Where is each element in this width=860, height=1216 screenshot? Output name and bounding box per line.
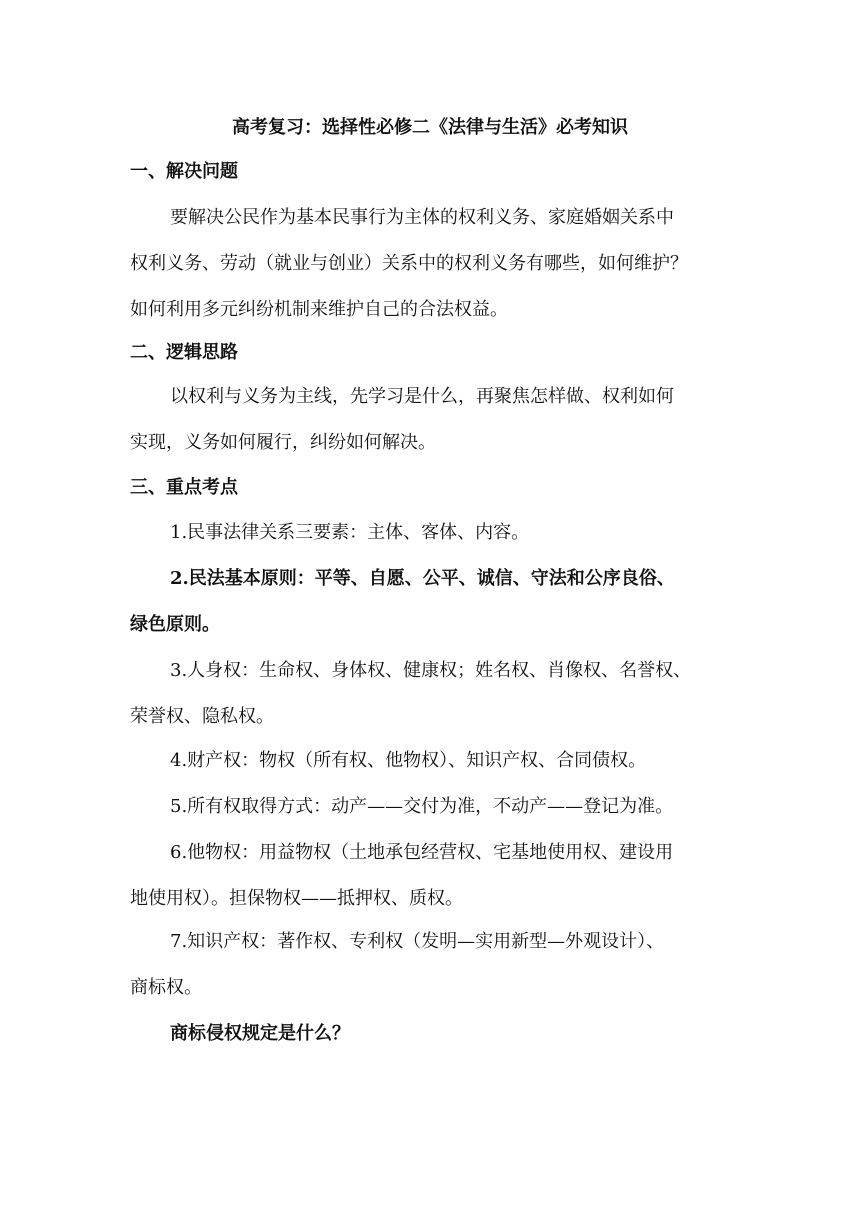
paragraph-line: 2.民法基本原则：平等、自愿、公平、诚信、守法和公序良俗、: [170, 568, 675, 589]
paragraph-line: 4.财产权：物权（所有权、他物权）、知识产权、合同债权。: [170, 750, 647, 771]
paragraph-line: 实现，义务如何履行，纠纷如何解决。: [130, 432, 436, 453]
paragraph-line: 权利义务、劳动（就业与创业）关系中的权利义务有哪些，如何维护？: [130, 253, 688, 274]
key-point-item-2: [130, 556, 730, 648]
paragraph-line: 3.人身权：生命权、身体权、健康权；姓名权、肖像权、名誉权、: [170, 660, 692, 681]
paragraph-line: 地使用权）。担保物权——抵押权、质权。: [130, 888, 463, 909]
paragraph-line: 商标权。: [130, 977, 202, 998]
paragraph-line: 7.知识产权：著作权、专利权（发明—实用新型—外观设计）、: [170, 931, 665, 952]
key-point-item-6: [130, 830, 730, 922]
key-point-item-1: [130, 510, 730, 556]
key-point-item-5: [130, 784, 730, 830]
paragraph-line: 要解决公民作为基本民事行为主体的权利义务、家庭婚姻关系中: [170, 207, 674, 228]
section-heading-logic: 二、逻辑思路: [130, 342, 238, 363]
section-heading-key-points: 三、重点考点: [130, 477, 238, 498]
paragraph-line: 以权利与义务为主线，先学习是什么，再聚焦怎样做、权利如何: [170, 386, 674, 407]
paragraph-line: 6.他物权：用益物权（土地承包经营权、宅基地使用权、建设用: [170, 842, 674, 863]
paragraph-line: 如何利用多元纠纷机制来维护自己的合法权益。: [130, 299, 508, 320]
document-title: 高考复习：选择性必修二《法律与生活》必考知识: [232, 117, 628, 138]
paragraph-line: 商标侵权规定是什么？: [170, 1023, 350, 1044]
key-point-item-3: [130, 648, 730, 740]
key-point-item-4: [130, 738, 730, 784]
paragraph-line: 1.民事法律关系三要素：主体、客体、内容。: [170, 522, 530, 543]
trademark-question: [130, 1011, 730, 1057]
paragraph-line: 荣誉权、隐私权。: [130, 706, 274, 727]
key-point-item-7: [130, 919, 730, 1011]
paragraph-line: 5.所有权取得方式：动产——交付为准，不动产——登记为准。: [170, 796, 674, 817]
section-heading-solve-problems: 一、解决问题: [130, 161, 238, 182]
section-paragraph-logic: [130, 374, 730, 466]
section-paragraph-solve-problems: [130, 195, 730, 333]
paragraph-line: 绿色原则。: [130, 614, 220, 635]
